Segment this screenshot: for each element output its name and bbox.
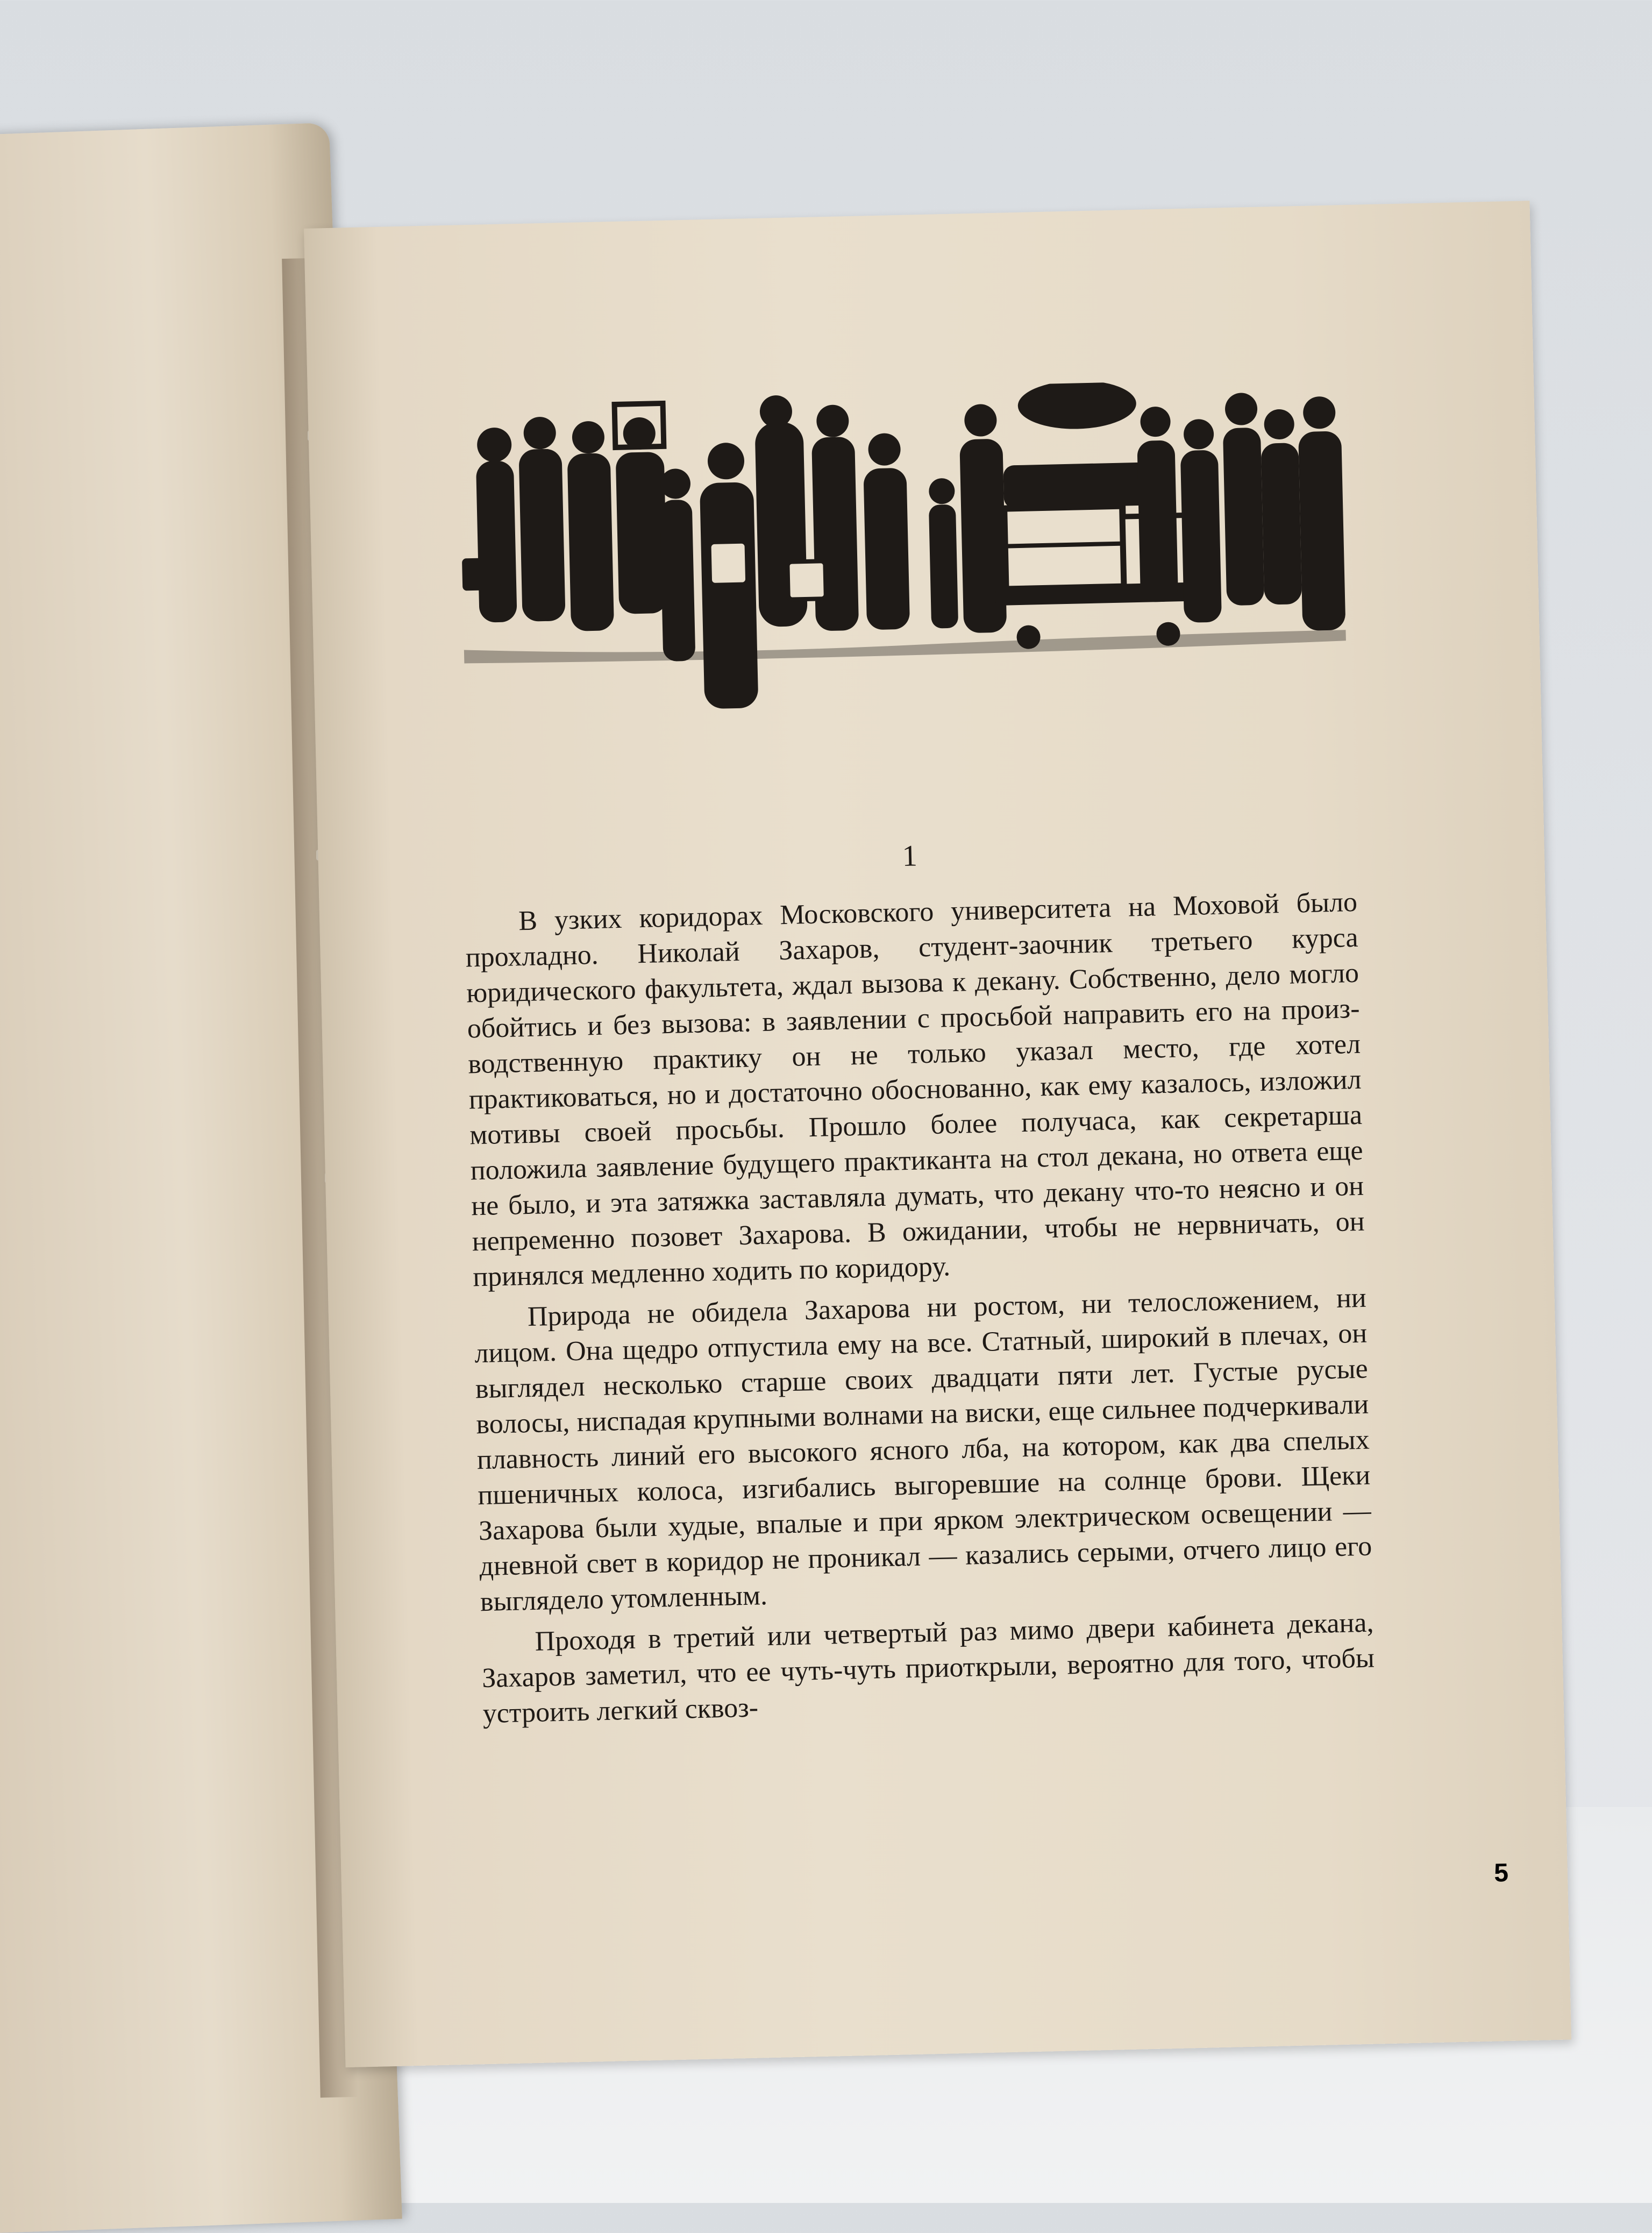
paragraph: В узких коридорах Московского университета на Моховой было прохладно. Николай Захаров, студент-заочник третьего курса юридического факультета, ждал вызова к декану. Собственно, дело могло обойтись и без вызова: в заявлении с просьбой направить его на производственную практику он не только указал место, где хотел практиковаться, но и достаточно обоснованно, как ему казалось, изложил мотивы своей просьбы. Прошло более получаса, как секретарша положила заявление будущего практиканта на стол декана, но ответа еще не было, и эта затяжка заставляла думать, что декану что-то неясно и он непременно позовет Захарова. В ожидании, чтобы не нервничать, он принялся медленно ходить по коридору. [465, 886, 1365, 1293]
book-page [304, 201, 1571, 2067]
chapter-number: 1 [902, 839, 918, 873]
page-number: 5 [1493, 1858, 1509, 1888]
paragraph: Природа не обидела Захарова ни ростом, ни телосложением, ни лицом. Она щедро отпустила ему на все. Статный, широкий в плечах, он выглядел несколько старше своих двадцати пяти лет. Густые русые волосы, ниспадая крупными волнами на виски, еще сильнее подчеркивали плавность линий его высокого ясного лба, на котором, как два спелых пшеничных колоса, изгибались выгоревшие на солнце брови. Щеки Захарова были худые, впалые и при ярком электрическом освещении — дневной свет в коридор не проникал — казались серыми, отчего лицо его выглядело утомленным. [474, 1282, 1372, 1618]
crowd-illustration [453, 377, 1354, 752]
paragraph: Проходя в третий или четвертый раз мимо двери кабинета декана, Захаров заметил, что ее чуть-чуть приоткрыли, вероятно для того, чтобы устроить легкий сквоз- [481, 1607, 1375, 1730]
page-content [453, 377, 1376, 1737]
